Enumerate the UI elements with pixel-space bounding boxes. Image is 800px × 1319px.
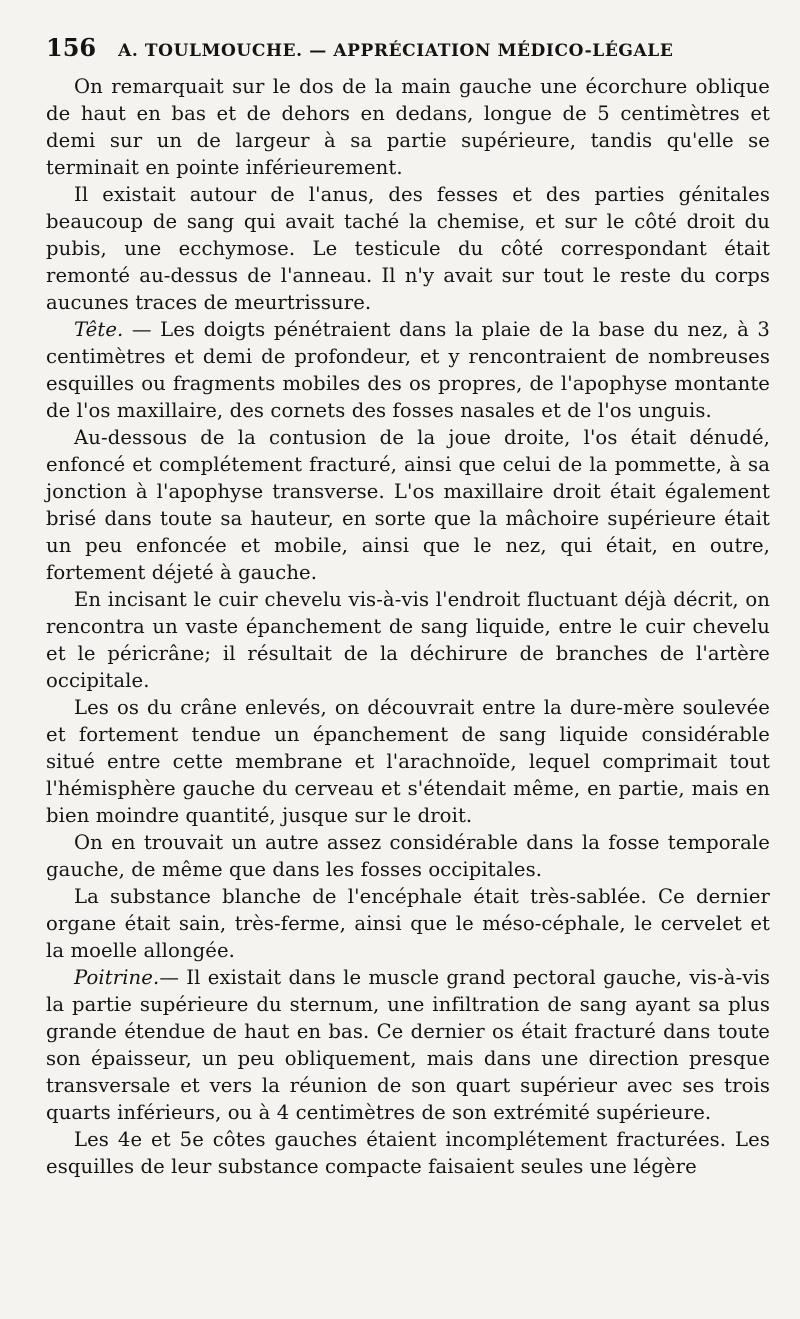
paragraph [46,73,770,181]
body-text [46,73,770,1180]
paragraph [46,964,770,1126]
page-header [46,33,770,73]
section-lead: Tête. [74,318,124,341]
paragraph [46,424,770,586]
paragraph [46,883,770,964]
paragraph [46,1126,770,1180]
paragraph-text: La substance blanche de l'encéphale était très-sablée. Ce dernier organe était sain, très-ferme, ainsi que le méso-céphale, le cervelet et la moelle allongée. [46,885,770,962]
paragraph [46,181,770,316]
paragraph [46,829,770,883]
section-lead: Poitrine. [74,966,160,989]
paragraph-text: Les 4e et 5e côtes gauches étaient incomplétement fracturées. Les esquilles de leur substance compacte faisaient seules une légère [46,1128,770,1178]
paragraph-text: — Les doigts pénétraient dans la plaie de la base du nez, à 3 centimètres et demi de profondeur, et y rencontraient de nombreuses esquilles ou fragments mobiles des os propres, de l'apophyse montante de l'os maxillaire, des cornets des fosses nasales et de l'os unguis. [46,318,770,422]
paragraph-text: En incisant le cuir chevelu vis-à-vis l'endroit fluctuant déjà décrit, on rencontra un vaste épanchement de sang liquide, entre le cuir chevelu et le péricrâne; il résultait de la déchirure de branches de l'artère occipitale. [46,588,770,692]
paragraph-text: Les os du crâne enlevés, on découvrait entre la dure-mère soulevée et fortement tendue un épanchement de sang liquide considérable situé entre cette membrane et l'arachnoïde, lequel comprimait tout l'hémisphère gauche du cerveau et s'étendait même, en partie, mais en bien moindre quantité, jusque sur le droit. [46,696,770,827]
running-head: A. TOULMOUCHE. — APPRÉCIATION MÉDICO-LÉGALE [118,41,674,61]
page-number: 156 [46,33,97,62]
paragraph-text: — Il existait dans le muscle grand pectoral gauche, vis-à-vis la partie supérieure du sternum, une infiltration de sang ayant sa plus grande étendue de haut en bas. Ce dernier os était fracturé dans toute son épaisseur, un peu obliquement, mais dans une direction presque transversale et vers la réunion de son quart supérieur avec ses trois quarts inférieurs, ou à 4 centimètres de son extrémité supérieure. [46,966,770,1124]
paragraph [46,586,770,694]
paragraph-text: On en trouvait un autre assez considérable dans la fosse temporale gauche, de même que dans les fosses occipitales. [46,831,770,881]
paragraph-text: Il existait autour de l'anus, des fesses et des parties génitales beaucoup de sang qui avait taché la chemise, et sur le côté droit du pubis, une ecchymose. Le testicule du côté correspondant était remonté au-dessus de l'anneau. Il n'y avait sur tout le reste du corps aucunes traces de meurtrissure. [46,183,770,314]
paragraph [46,694,770,829]
paragraph-text: Au-dessous de la contusion de la joue droite, l'os était dénudé, enfoncé et complétement fracturé, ainsi que celui de la pommette, à sa jonction à l'apophyse transverse. L'os maxillaire droit était également brisé dans toute sa hauteur, en sorte que la mâchoire supérieure était un peu enfoncée et mobile, ainsi que le nez, qui était, en outre, fortement déjeté à gauche. [46,426,770,584]
paragraph [46,316,770,424]
paragraph-text: On remarquait sur le dos de la main gauche une écorchure oblique de haut en bas et de dehors en dedans, longue de 5 centimètres et demi sur un de largeur à sa partie supérieure, tandis qu'elle se terminait en pointe inférieurement. [46,75,770,179]
